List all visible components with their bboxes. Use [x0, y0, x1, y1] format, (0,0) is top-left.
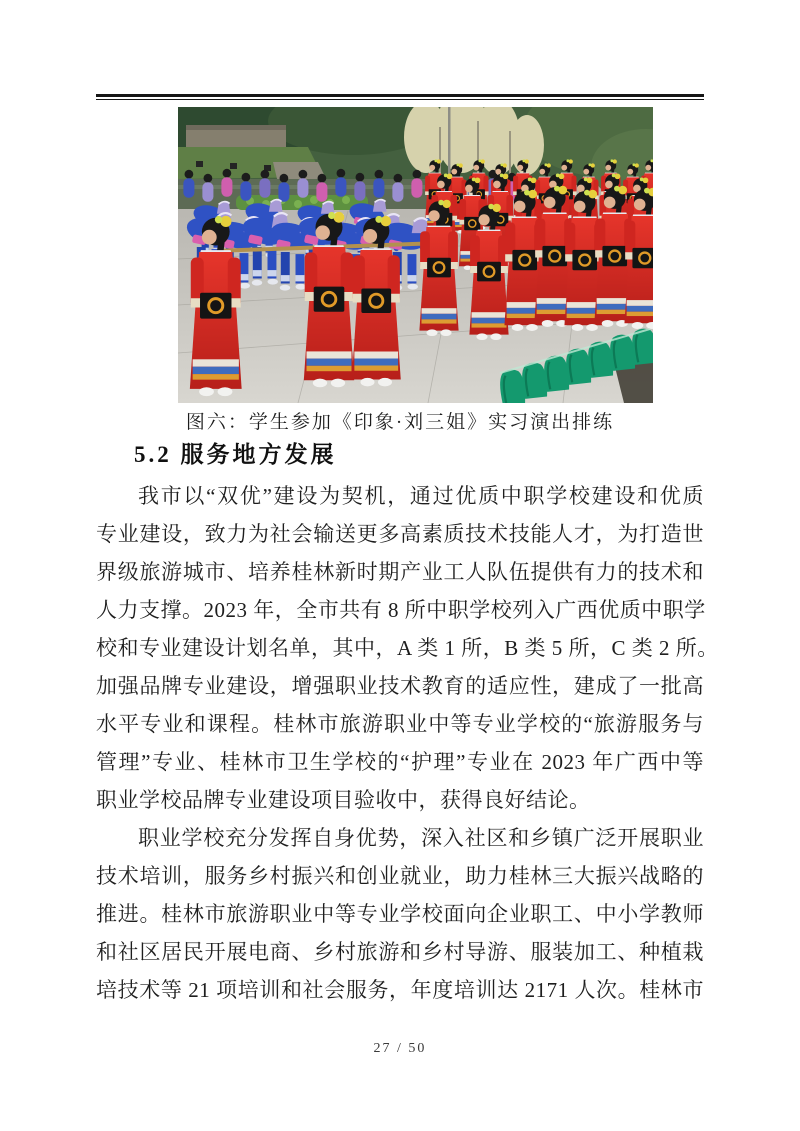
section-heading: 5.2 服务地方发展	[134, 442, 337, 467]
figure-photo	[178, 107, 653, 403]
body-line: 管理”专业、桂林市卫生学校的“护理”专业在 2023 年广西中等	[96, 750, 704, 774]
body-line: 人力支撑。2023 年，全市共有 8 所中职学校列入广西优质中职学	[96, 598, 706, 622]
body-line: 职业学校充分发挥自身优势，深入社区和乡镇广泛开展职业	[138, 826, 704, 850]
body-line: 我市以“双优”建设为契机，通过优质中职学校建设和优质	[138, 484, 704, 508]
page-number: 27 / 50	[373, 1041, 427, 1056]
body-text	[96, 477, 719, 1009]
body-line: 技术培训，服务乡村振兴和创业就业，助力桂林三大振兴战略的	[96, 864, 704, 888]
body-line: 校和专业建设计划名单，其中，A 类 1 所，B 类 5 所，C 类 2 所。	[96, 636, 719, 660]
header-rule	[96, 94, 704, 100]
figure-caption: 图六：学生参加《印象·刘三姐》实习演出排练	[185, 412, 615, 433]
body-line: 水平专业和课程。桂林市旅游职业中等专业学校的“旅游服务与	[96, 712, 704, 736]
body-line: 界级旅游城市、培养桂林新时期产业工人队伍提供有力的技术和	[96, 560, 704, 584]
body-line: 专业建设，致力为社会输送更多高素质技术技能人才，为打造世	[96, 522, 704, 546]
body-line: 推进。桂林市旅游职业中等专业学校面向企业职工、中小学教师	[96, 902, 704, 926]
body-line: 培技术等 21 项培训和社会服务，年度培训达 2171 人次。桂林市	[96, 978, 704, 1002]
body-line: 加强品牌专业建设，增强职业技术教育的适应性，建成了一批高	[96, 674, 704, 698]
body-line: 和社区居民开展电商、乡村旅游和乡村导游、服装加工、种植栽	[96, 940, 704, 964]
body-line: 职业学校品牌专业建设项目验收中，获得良好结论。	[96, 788, 591, 812]
